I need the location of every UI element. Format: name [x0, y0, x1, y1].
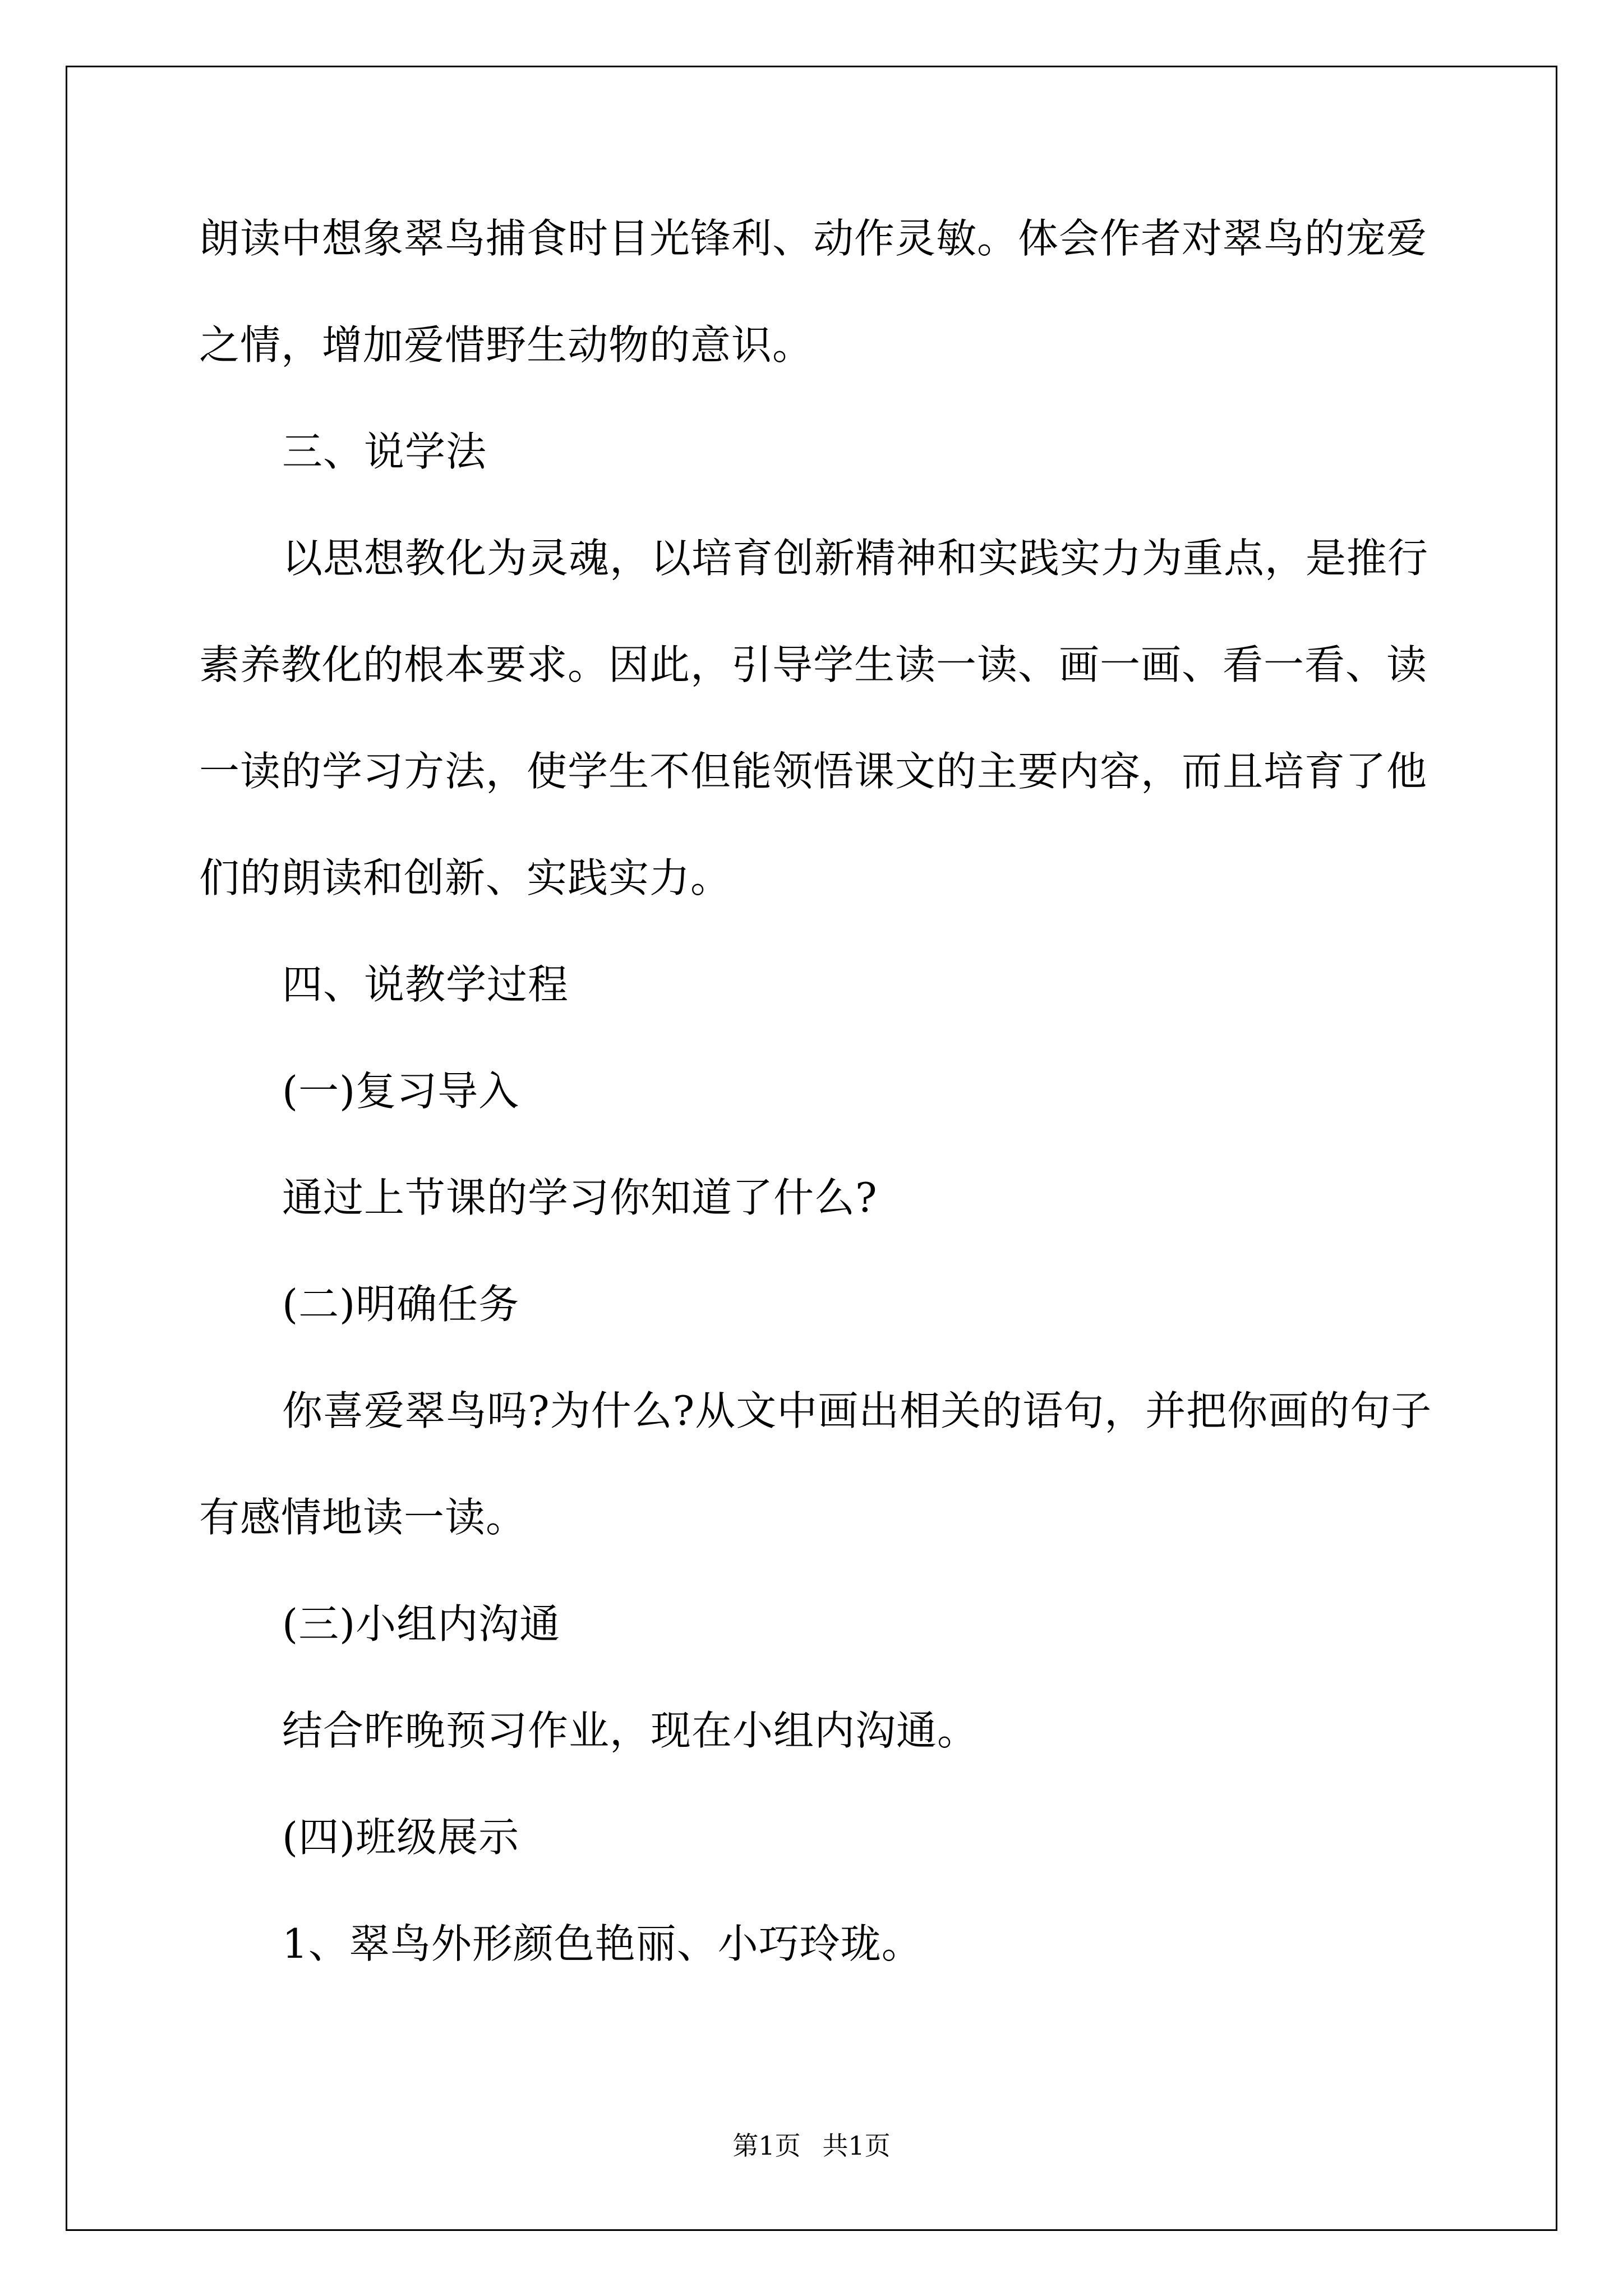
text-line-1: 朗读中想象翠鸟捕食时目光锋利、动作灵敏。体会作者对翠鸟的宠爱	[199, 215, 1428, 262]
text-line-4: 以思想教化为灵魂，以培育创新精神和实践实力为重点，是推行	[282, 535, 1429, 582]
text-line-17: 1、翠鸟外形颜色艳丽、小巧玲珑。	[282, 1920, 923, 1967]
page-border	[66, 66, 1557, 2231]
text-line-7: 们的朗读和创新、实践实力。	[199, 854, 732, 901]
subsection-heading-2: (二)明确任务	[282, 1281, 520, 1328]
text-line-12: 你喜爱翠鸟吗?为什么?从文中画出相关的语句，并把你画的句子	[282, 1387, 1432, 1434]
section-heading-3: 三、说学法	[282, 428, 487, 475]
page-total: 共1页	[822, 2131, 891, 2161]
subsection-heading-1: (一)复习导入	[282, 1068, 520, 1115]
text-line-15: 结合昨晚预习作业，现在小组内沟通。	[282, 1707, 979, 1754]
text-line-10: 通过上节课的学习你知道了什么?	[282, 1174, 878, 1221]
page-footer	[0, 2129, 1623, 2162]
text-line-13: 有感情地读一读。	[199, 1494, 527, 1541]
text-line-6: 一读的学习方法，使学生不但能领悟课文的主要内容，而且培育了他	[199, 748, 1428, 795]
text-line-5: 素养教化的根本要求。因此，引导学生读一读、画一画、看一看、读	[199, 641, 1428, 688]
subsection-heading-3: (三)小组内沟通	[282, 1600, 561, 1648]
section-heading-4: 四、说教学过程	[282, 961, 569, 1008]
subsection-heading-4: (四)班级展示	[282, 1814, 520, 1861]
page-number: 第1页	[732, 2131, 801, 2161]
text-line-2: 之情，增加爱惜野生动物的意识。	[199, 321, 814, 369]
